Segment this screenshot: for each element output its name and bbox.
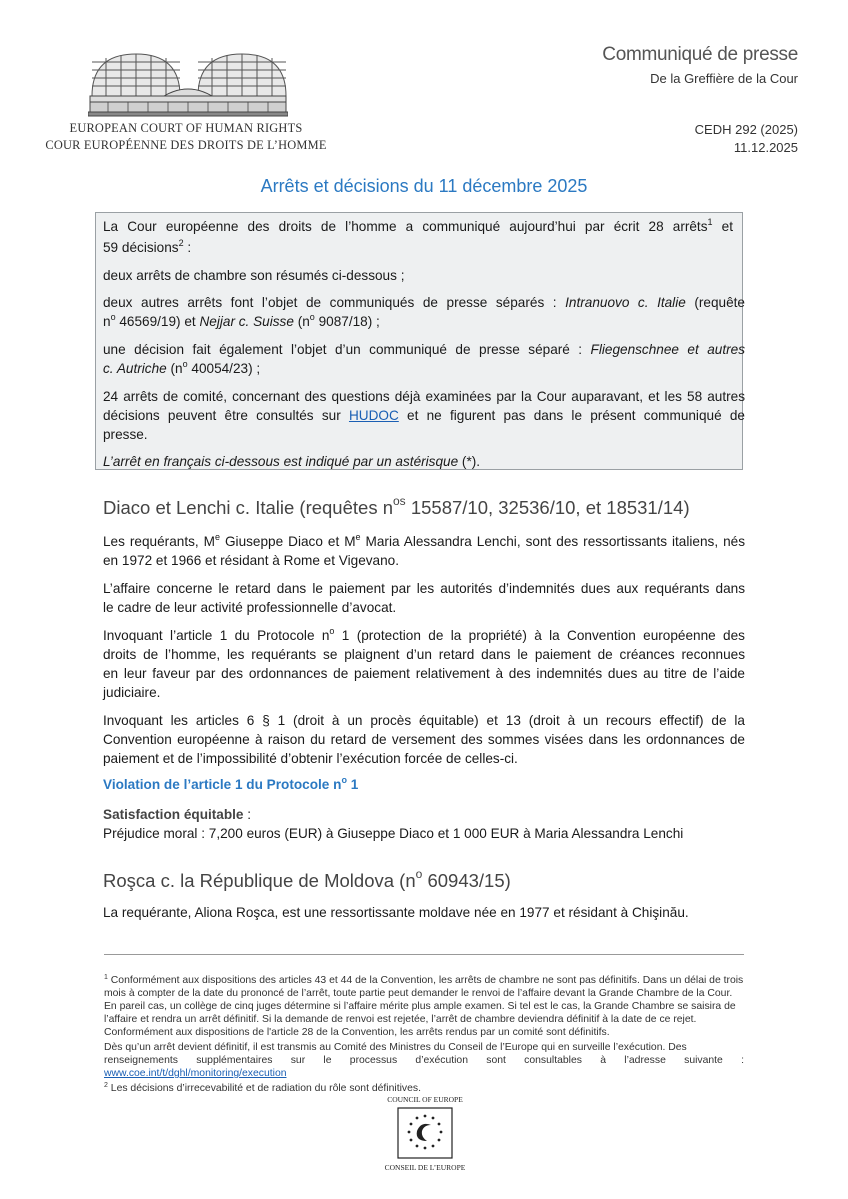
case1-title: Diaco et Lenchi c. Italie (requêtes $n^{os}$ 15587/10, 32536/10, et 18531/14): [103, 494, 690, 518]
case1-violation-heading: Violation de l’article 1 du Protocole $n^o$ 1: [103, 775, 359, 792]
footnote-1-line7: renseignements supplémentaires sur le processus d’exécution sont consultables à l’adresse suivante :: [104, 1055, 744, 1066]
footnote-1-line2: mois à compter de la date du prononcé de l’arrêt, toute partie peut demander le renvoi de l’affaire devant la Grande Chambre de la Cour.: [104, 988, 733, 999]
council-of-europe-logo: [380, 1095, 470, 1190]
case1-articles-line1: Invoquant les articles 6 § 1 (droit à un procès équitable) et 13 (droit à un recours effectif) de la: [103, 713, 745, 728]
summary-decision-line1: une décision fait également l’objet d’un communiqué de presse séparé : Fliegenschnee et autres: [103, 342, 746, 357]
footnote-1-line8: [104, 1067, 287, 1080]
case1-satisfaction-label: Satisfaction équitable :: [103, 807, 252, 822]
case1-complaint-line4: judiciaire.: [103, 685, 161, 700]
execution-link[interactable]: www.coe.int/t/dghl/monitoring/execution: [104, 1068, 287, 1079]
case2-applicant: La requérante, Aliona Roşca, est une ressortissante moldave née en 1977 et résidant à Chişinău.: [103, 905, 689, 920]
case1-subject-line2: le cadre de leur activité professionnelle d’avocat.: [103, 600, 397, 615]
case1-complaint-line2: droits de l’homme, les requérants se plaignent d’un retard dans le paiement de créances reconnues: [103, 647, 745, 662]
case2-title: Roşca c. la République de Moldova ($n^o$ 60943/15): [103, 867, 511, 891]
court-name-fr: COUR EUROPÉENNE DES DROITS DE L’HOMME: [45, 138, 327, 152]
summary-separate-releases-line1: deux autres arrêts font l’objet de communiqués de presse séparés : Intranuovo c. Italie (requête: [103, 295, 745, 310]
case1-complaint-line1: Invoquant l’article 1 du Protocole $n^o$ 1 (protection de la propriété) à la Convention européenne des: [103, 626, 745, 643]
case1-applicants-line1: Les requérants, Me Giuseppe Diaco et Me Maria Alessandra Lenchi, sont des ressortissants italiens, nés: [103, 532, 745, 549]
coe-name-fr: CONSEIL DE L’EUROPE: [384, 1163, 466, 1172]
case1-applicants-line2: en 1972 et 1966 et résidant à Rome et Vigevano.: [103, 553, 400, 568]
footnote-1-line6: Dès qu’un arrêt devient définitif, il est transmis au Comité des Ministres du Conseil de l’Europe qui en surveille l’exécution. Des: [104, 1042, 687, 1053]
summary-chamber-judgments: deux arrêts de chambre son résumés ci-dessous ;: [103, 268, 405, 283]
footnote-1-line4: l’affaire et rendra un arrêt définitif. Si la demande de renvoi est rejetée, l’arrêt de chambre deviendra définitif à la date de ce rejet.: [104, 1014, 697, 1025]
footnote-divider: [104, 954, 744, 955]
summary-separate-releases-line2: $n^o$ 46569/19) et Nejjar c. Suisse ($n^o$ 9087/18) ;: [103, 312, 380, 329]
footnote-2: $^2$ Les décisions d’irrecevabilité et de radiation du rôle sont définitives.: [104, 1082, 421, 1094]
summary-committee-line2: décisions peuvent être consultés sur HUDOC et ne figurent pas dans le présent communiqué de: [103, 408, 745, 423]
summary-intro-line1: La Cour européenne des droits de l’homme a communiqué aujourd’hui par écrit 28 arrêts$^1$ et: [103, 217, 733, 234]
case1-articles-line2: Convention européenne à raison du retard de versement des sommes visées dans les ordonnances de: [103, 732, 745, 747]
release-date: 11.12.2025: [733, 140, 798, 155]
footnote-1-line5: Conformément aux dispositions de l'article 28 de la Convention, les arrêts rendus par un comité sont définitifs.: [104, 1027, 610, 1038]
case1-complaint-line3: en leur faveur par des ordonnances de paiement relativement à des indemnités dues au titre de l’aide: [103, 666, 745, 681]
case1-satisfaction-amount: Préjudice moral : 7,200 euros (EUR) à Giuseppe Diaco et 1 000 EUR à Maria Alessandra Lenchi: [103, 826, 684, 841]
summary-committee-line3: presse.: [103, 427, 148, 442]
press-release-subtitle: De la Greffière de la Cour: [650, 71, 798, 86]
summary-asterisk-note: L’arrêt en français ci-dessous est indiqué par un astérisque (*).: [103, 454, 481, 469]
court-name-en: EUROPEAN COURT OF HUMAN RIGHTS: [69, 121, 303, 135]
summary-committee-line1: 24 arrêts de comité, concernant des questions déjà examinées par la Cour auparavant, et les 58 autres: [103, 389, 745, 404]
footnote-1-line1: $^1$ Conformément aux dispositions des articles 43 et 44 de la Convention, les arrêts de chambre ne sont pas définitifs. Dans un délai de trois: [104, 974, 744, 986]
coe-emblem-icon: [397, 1107, 453, 1159]
coe-name-en: COUNCIL OF EUROPE: [387, 1095, 463, 1104]
case1-articles-line3: paiement et de l’impossibilité d’obtenir l’exécution forcée de celles-ci.: [103, 751, 518, 766]
footnote-1-line3: En pareil cas, un collège de cinq juges détermine si l’affaire mérite plus ample examen. Si tel est le cas, la Grande Chambre se saisira de: [104, 1001, 736, 1012]
hudoc-link[interactable]: HUDOC: [348, 408, 399, 423]
page-title: Arrêts et décisions du 11 décembre 2025: [260, 176, 588, 196]
court-building-logo: [88, 50, 288, 130]
case1-subject-line1: L’affaire concerne le retard dans le paiement par les autorités d’indemnités dues aux requérants dans: [103, 581, 745, 596]
summary-intro-line2: 59 décisions$^2$ :: [103, 238, 192, 255]
reference-number: CEDH 292 (2025): [694, 122, 798, 137]
press-release-title: Communiqué de presse: [602, 44, 798, 65]
summary-decision-line2: c. Autriche ($n^o$ 40054/23) ;: [103, 359, 261, 376]
